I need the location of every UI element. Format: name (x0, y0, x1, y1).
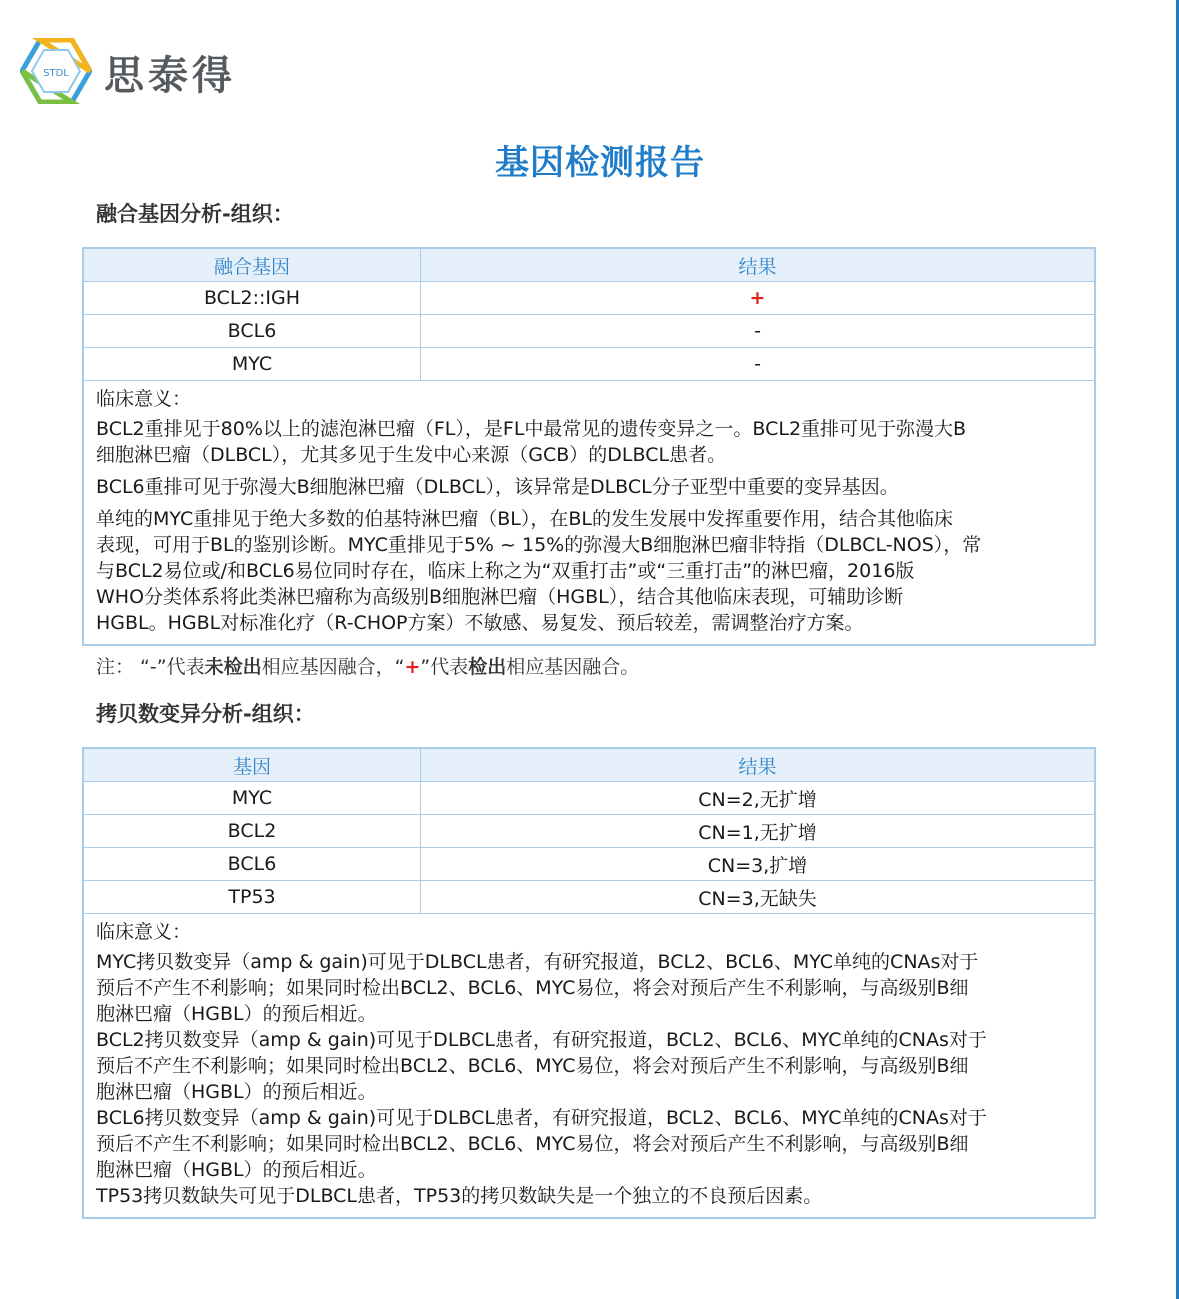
clinical-paragraph (96, 949, 1084, 1027)
text-line: BCL6重排可见于弥漫大B细胞淋巴瘤（DLBCL），该异常是DLBCL分子亚型中重要的变异基因。 (96, 476, 899, 498)
text-line: WHO分类体系将此类淋巴瘤称为高级别B细胞淋巴瘤（HGBL），结合其他临床表现，可辅助诊断 (96, 586, 904, 608)
clinical-paragraph (96, 474, 1084, 500)
table-row (84, 782, 1094, 815)
table-row (84, 282, 1094, 315)
text-line: MYC拷贝数变异（amp & gain)可见于DLBCL患者，有研究报道，BCL2、BCL6、MYC单纯的CNAs对于 (96, 951, 979, 973)
clinical-paragraph (96, 506, 1084, 636)
text-line: BCL2拷贝数变异（amp & gain)可见于DLBCL患者，有研究报道，BCL2、BCL6、MYC单纯的CNAs对于 (96, 1029, 987, 1051)
gene-cell: MYC (84, 348, 421, 380)
note-not-detected: 未检出 (204, 656, 262, 678)
text-line: 预后不产生不利影响；如果同时检出BCL2、BCL6、MYC易位，将会对预后产生不利影响，与高级别B细 (96, 1055, 969, 1077)
note-text: ”代表 (420, 656, 469, 678)
text-line: 表现，可用于BL的鉴别诊断。MYC重排见于5% ~ 15%的弥漫大B细胞淋巴瘤非特指（DLBCL-NOS），常 (96, 534, 982, 556)
gene-cell: BCL6 (84, 315, 421, 347)
fusion-table-header (84, 249, 1094, 282)
result-cell: CN=2,无扩增 (698, 788, 817, 811)
clinical-paragraph (96, 416, 1084, 468)
note-plus-symbol: + (404, 656, 421, 678)
note-text: 相应基因融合，“ (261, 656, 405, 678)
text-line: 胞淋巴瘤（HGBL）的预后相近。 (96, 1159, 377, 1181)
note-text: 注： “-”代表 (96, 656, 205, 678)
brand-name: 思泰得 (104, 53, 236, 99)
clinical-significance (84, 914, 1094, 1217)
text-line: 胞淋巴瘤（HGBL）的预后相近。 (96, 1081, 377, 1103)
result-cell: CN=3,扩增 (707, 854, 808, 877)
header-gene: 基因 (84, 749, 421, 781)
clinical-paragraph (96, 1027, 1084, 1105)
legend-note (96, 652, 639, 679)
logo-badge-text: STDL (43, 68, 69, 79)
gene-cell: BCL2::IGH (84, 282, 421, 314)
table-row (84, 315, 1094, 348)
cnv-table (82, 747, 1096, 1219)
header-gene: 融合基因 (84, 249, 421, 281)
clinical-title: 临床意义： (96, 388, 192, 410)
header-result: 结果 (738, 755, 777, 778)
table-row (84, 348, 1094, 381)
result-cell: - (754, 353, 761, 375)
note-text: 相应基因融合。 (506, 656, 640, 678)
clinical-significance (84, 381, 1094, 644)
text-line: BCL6拷贝数变异（amp & gain)可见于DLBCL患者，有研究报道，BCL2、BCL6、MYC单纯的CNAs对于 (96, 1107, 987, 1129)
fusion-section-title: 融合基因分析-组织： (96, 202, 294, 226)
cnv-table-header (84, 749, 1094, 782)
clinical-title: 临床意义： (96, 921, 192, 943)
result-cell: + (749, 287, 766, 309)
gene-cell: MYC (84, 782, 421, 814)
text-line: TP53拷贝数缺失可见于DLBCL患者，TP53的拷贝数缺失是一个独立的不良预后因素。 (96, 1185, 823, 1207)
clinical-paragraph (96, 1105, 1084, 1183)
text-line: 单纯的MYC重排见于绝大多数的伯基特淋巴瘤（BL），在BL的发生发展中发挥重要作用，结合其他临床 (96, 508, 953, 530)
text-line: 与BCL2易位或/和BCL6易位同时存在，临床上称之为“双重打击”或“三重打击”的淋巴瘤，2016版 (96, 560, 915, 582)
table-row (84, 881, 1094, 914)
header-result: 结果 (738, 255, 777, 278)
text-line: 胞淋巴瘤（HGBL）的预后相近。 (96, 1003, 377, 1025)
gene-cell: BCL2 (84, 815, 421, 847)
cnv-section-title: 拷贝数变异分析-组织： (96, 702, 315, 726)
gene-cell: BCL6 (84, 848, 421, 880)
text-line: HGBL。HGBL对标准化疗（R-CHOP方案）不敏感、易复发、预后较差，需调整治疗方案。 (96, 612, 864, 634)
table-row (84, 815, 1094, 848)
clinical-paragraph (96, 1183, 1084, 1209)
gene-cell: TP53 (84, 881, 421, 913)
note-detected: 检出 (468, 656, 507, 678)
text-line: 预后不产生不利影响；如果同时检出BCL2、BCL6、MYC易位，将会对预后产生不利影响，与高级别B细 (96, 1133, 969, 1155)
result-cell: CN=3,无缺失 (698, 887, 817, 910)
report-title: 基因检测报告 (495, 143, 705, 183)
company-logo (20, 38, 250, 104)
text-line: 细胞淋巴瘤（DLBCL），尤其多见于生发中心来源（GCB）的DLBCL患者。 (96, 444, 727, 466)
text-line: BCL2重排见于80%以上的滤泡淋巴瘤（FL），是FL中最常见的遗传变异之一。BCL2重排可见于弥漫大B (96, 418, 967, 440)
hexagon-logo-icon (20, 38, 92, 104)
table-row (84, 848, 1094, 881)
fusion-table (82, 247, 1096, 646)
result-cell: CN=1,无扩增 (698, 821, 817, 844)
result-cell: - (754, 320, 761, 342)
text-line: 预后不产生不利影响；如果同时检出BCL2、BCL6、MYC易位，将会对预后产生不利影响，与高级别B细 (96, 977, 969, 999)
